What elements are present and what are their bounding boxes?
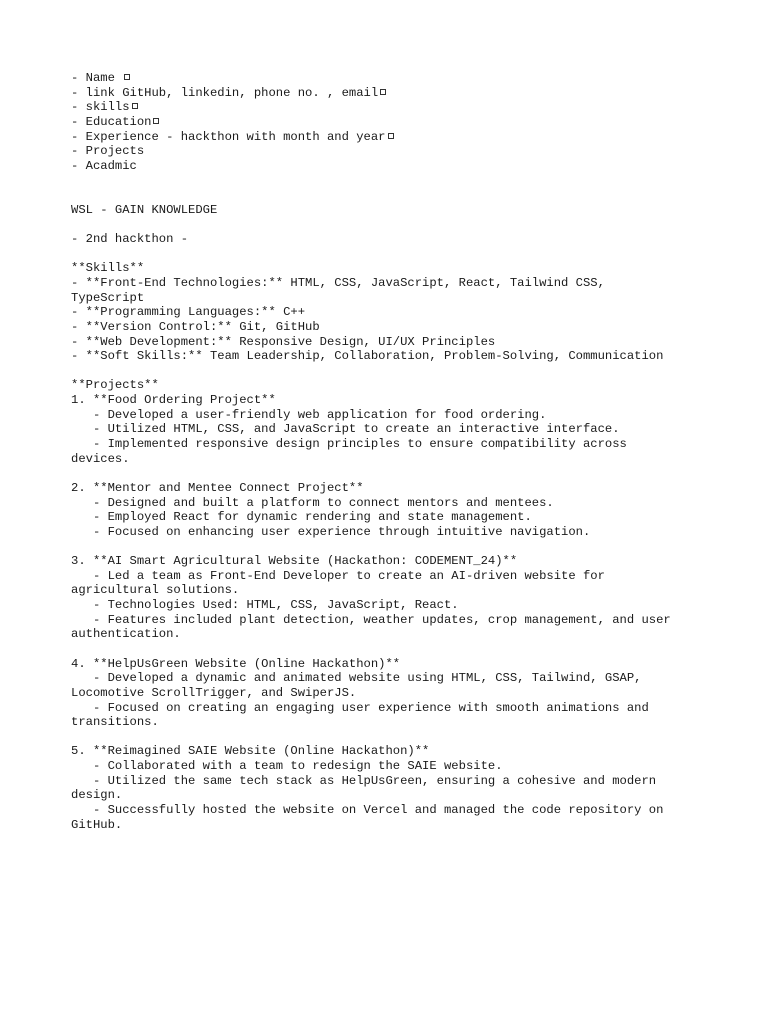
project-title: 5. **Reimagined SAIE Website (Online Hackathon)** xyxy=(71,744,430,759)
note-text: - Experience - hackthon with month and year xyxy=(71,129,386,144)
project-line: - Developed a user-friendly web application for food ordering. xyxy=(71,407,547,422)
note-text: - Name xyxy=(71,71,123,85)
project-line: devices. xyxy=(71,451,130,466)
project-line: - Collaborated with a team to redesign the SAIE website. xyxy=(71,759,503,774)
skills-heading: **Skills** xyxy=(71,261,145,276)
project-item xyxy=(71,393,728,466)
project-line: - Employed React for dynamic rendering and state management. xyxy=(71,510,532,525)
skills-line: - **Programming Languages:** C++ xyxy=(71,305,306,320)
skills-line: - **Version Control:** Git, GitHub xyxy=(71,319,320,334)
project-line: GitHub. xyxy=(71,817,123,832)
projects-heading: **Projects** xyxy=(71,378,159,393)
project-line: - Designed and built a platform to connect mentors and mentees. xyxy=(71,495,554,510)
project-line: - Implemented responsive design principles to ensure compatibility across xyxy=(71,437,627,452)
note-item xyxy=(71,100,728,115)
project-title: 4. **HelpUsGreen Website (Online Hackathon)** xyxy=(71,656,401,671)
project-item xyxy=(71,554,728,642)
project-item xyxy=(71,481,728,540)
skills-section xyxy=(71,261,728,363)
notes-list xyxy=(71,71,728,173)
note-text: - Projects xyxy=(71,144,145,159)
note-item xyxy=(71,159,728,174)
skills-line: - **Web Development:** Responsive Design, UI/UX Principles xyxy=(71,334,496,349)
skills-line: - **Front-End Technologies:** HTML, CSS, JavaScript, React, Tailwind CSS, xyxy=(71,275,605,290)
note-item xyxy=(71,86,728,101)
note-item xyxy=(71,115,728,130)
project-line: design. xyxy=(71,788,123,803)
project-title: 2. **Mentor and Mentee Connect Project** xyxy=(71,480,364,495)
note-text: - Education xyxy=(71,114,152,129)
project-title: 3. **AI Smart Agricultural Website (Hackathon: CODEMENT_24)** xyxy=(71,554,518,569)
note-item xyxy=(71,71,728,86)
note-text: - skills xyxy=(71,100,130,115)
project-line: transitions. xyxy=(71,715,159,730)
project-item xyxy=(71,744,728,832)
box-glyph-icon xyxy=(153,118,159,124)
box-glyph-icon xyxy=(380,89,386,95)
project-line: - Features included plant detection, weather updates, crop management, and user xyxy=(71,612,671,627)
project-line: agricultural solutions. xyxy=(71,583,240,598)
project-line: - Utilized HTML, CSS, and JavaScript to create an interactive interface. xyxy=(71,422,620,437)
project-line: - Utilized the same tech stack as HelpUsGreen, ensuring a cohesive and modern xyxy=(71,773,657,788)
hackathon-note: - 2nd hackthon - xyxy=(71,232,189,247)
projects-section xyxy=(71,378,728,832)
box-glyph-icon xyxy=(132,103,138,109)
box-glyph-icon xyxy=(124,74,130,80)
note-text: - Acadmic xyxy=(71,158,137,173)
note-item xyxy=(71,130,728,145)
project-line: authentication. xyxy=(71,627,181,642)
project-line: Locomotive ScrollTrigger, and SwiperJS. xyxy=(71,685,357,700)
note-item xyxy=(71,144,728,159)
project-line: - Successfully hosted the website on Vercel and managed the code repository on xyxy=(71,803,664,818)
box-glyph-icon xyxy=(388,133,394,139)
project-line: - Developed a dynamic and animated website using HTML, CSS, Tailwind, GSAP, xyxy=(71,671,642,686)
skills-line: - **Soft Skills:** Team Leadership, Collaboration, Problem-Solving, Communication xyxy=(71,349,664,364)
note-text: - link GitHub, linkedin, phone no. , email xyxy=(71,85,379,100)
project-line: - Technologies Used: HTML, CSS, JavaScript, React. xyxy=(71,598,459,613)
project-line: - Focused on creating an engaging user experience with smooth animations and xyxy=(71,700,649,715)
project-item xyxy=(71,657,728,730)
skills-line: TypeScript xyxy=(71,290,145,305)
project-line: - Focused on enhancing user experience through intuitive navigation. xyxy=(71,524,591,539)
project-title: 1. **Food Ordering Project** xyxy=(71,393,276,408)
wsl-heading: WSL - GAIN KNOWLEDGE xyxy=(71,202,218,217)
project-line: - Led a team as Front-End Developer to create an AI-driven website for xyxy=(71,568,605,583)
